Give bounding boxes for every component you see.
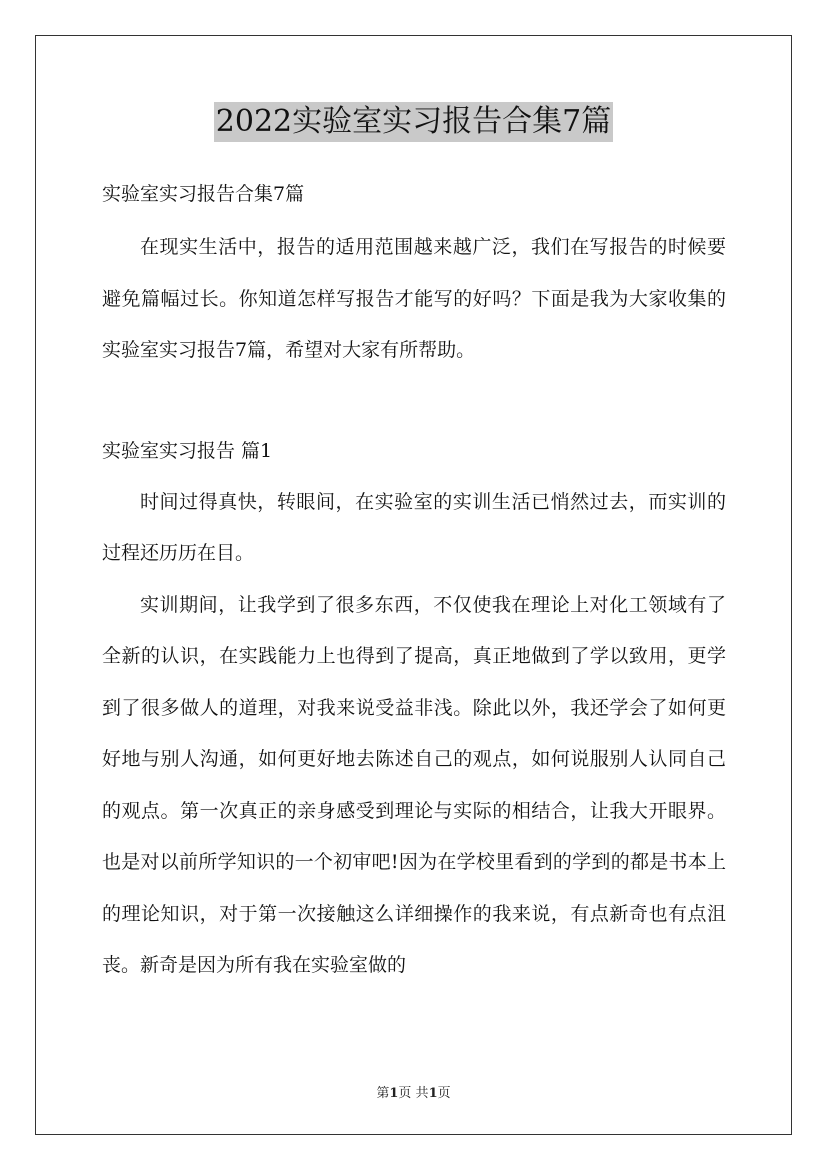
total-suffix: 页 bbox=[437, 1086, 451, 1101]
section-spacer bbox=[102, 377, 726, 431]
body-paragraph: 实训期间，让我学到了很多东西，不仅使我在理论上对化工领域有了全新的认识，在实践能力上也得到了提高，真正地做到了学以致用，更学到了很多做人的道理，对我来说受益非浅。除此以外，我还学会了如何更好地与别人沟通，如何更好地去陈述自己的观点，如何说服别人认同自己的观点。第一次真正的亲身感受到理论与实际的相结合，让我大开眼界。也是对以前所学知识的一个初审吧!因为在学校里看到的学到的都是书本上的理论知识，对于第一次接触这么详细操作的我来说，有点新奇也有点沮丧。新奇是因为所有我在实验室做的 bbox=[102, 593, 726, 976]
document-title: 2022实验室实习报告合集7篇 bbox=[214, 102, 613, 142]
total-pages: 1 bbox=[428, 1086, 438, 1101]
body-paragraph: 时间过得真快，转眼间，在实验室的实训生活已悄然过去，而实训的过程还历历在目。 bbox=[102, 490, 726, 564]
page-footer bbox=[0, 1082, 827, 1101]
document-body bbox=[102, 176, 726, 992]
page-number: 1 bbox=[389, 1086, 399, 1101]
intro-paragraph: 在现实生活中，报告的适用范围越来越广泛，我们在写报告的时候要避免篇幅过长。你知道怎样写报告才能写的好吗？下面是我为大家收集的实验室实习报告7篇，希望对大家有所帮助。 bbox=[102, 236, 726, 361]
title-container bbox=[0, 102, 827, 142]
page-suffix: 页 共 bbox=[398, 1086, 429, 1101]
document-subtitle: 实验室实习报告合集7篇 bbox=[102, 183, 305, 205]
section-heading: 实验室实习报告 篇1 bbox=[102, 439, 273, 462]
page-prefix: 第 bbox=[376, 1086, 390, 1101]
